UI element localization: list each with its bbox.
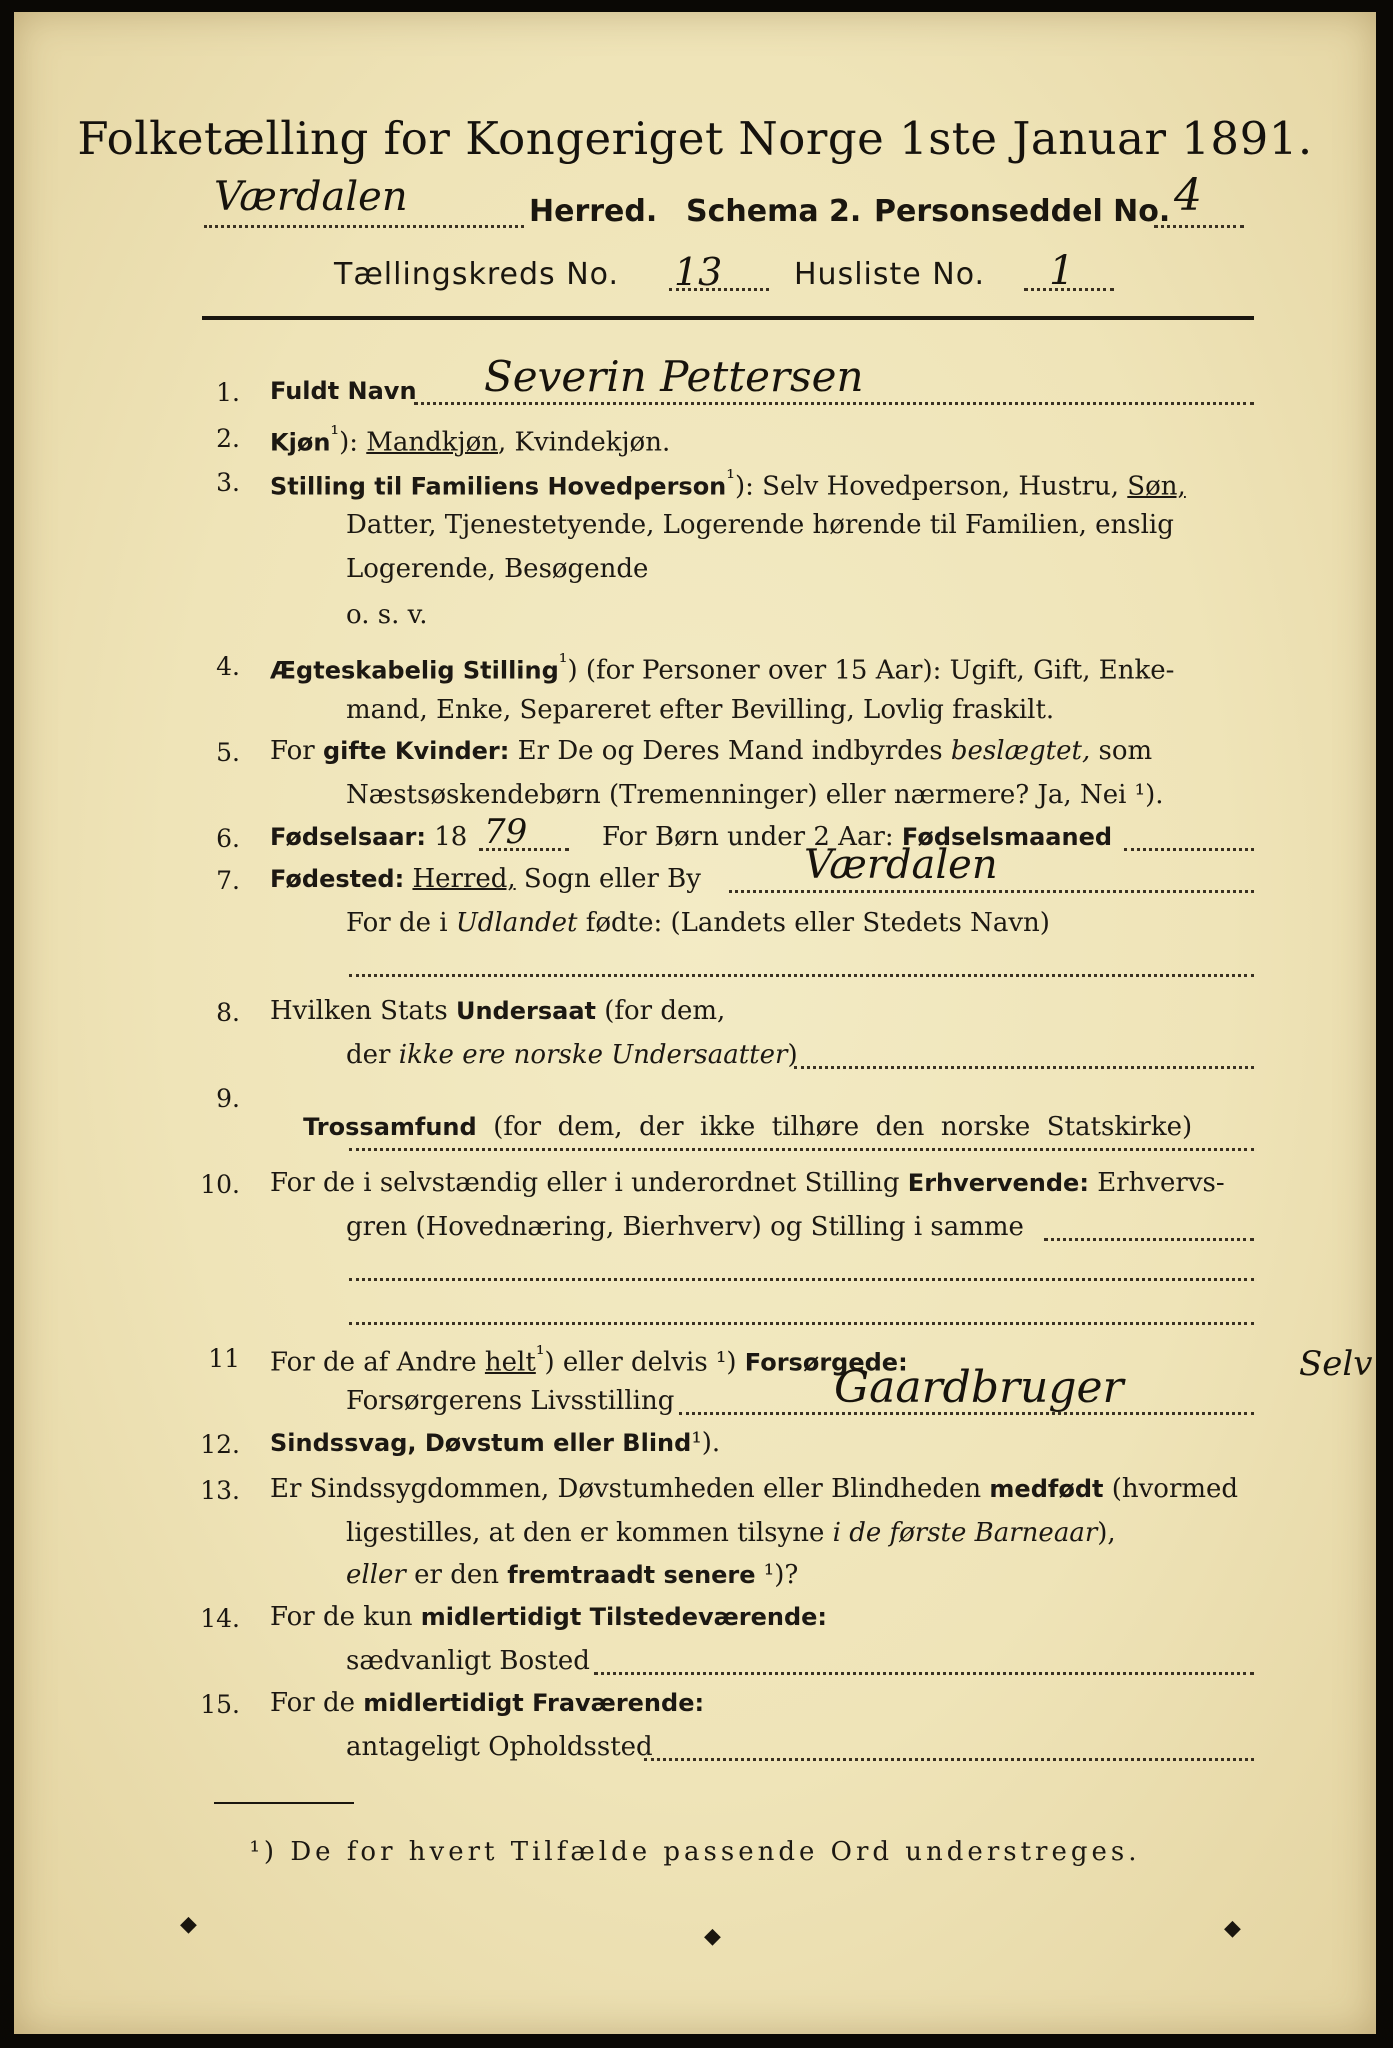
field-4-number: 4. bbox=[216, 652, 240, 681]
field-3-line-2: Datter, Tjenestetyende, Logerende hørende til Familien, enslig bbox=[346, 510, 1174, 540]
header-rule bbox=[202, 316, 1254, 320]
field-14-number: 14. bbox=[200, 1604, 240, 1633]
field-3-line-1 bbox=[270, 466, 1186, 502]
field-3-line-4: o. s. v. bbox=[346, 600, 428, 630]
field-12-suffix: ¹). bbox=[691, 1428, 721, 1458]
field-7-line-2 bbox=[346, 908, 1050, 938]
field-9-rest: (for dem, der ikke tilhøre den norske Statskirke) bbox=[476, 1112, 1193, 1142]
field-7-line-2-italic: Udlandet bbox=[455, 908, 578, 938]
field-5-line-2: Næstsøskendebørn (Tremenninger) eller nærmere? Ja, Nei ¹). bbox=[346, 780, 1164, 810]
field-6-label-row bbox=[270, 822, 467, 852]
field-4-sup: ¹ bbox=[558, 650, 568, 675]
usual-residence-dots bbox=[594, 1672, 1254, 1675]
field-9-label: Trossamfund bbox=[303, 1113, 477, 1141]
form-title: Folketælling for Kongeriget Norge 1ste Januar 1891. bbox=[77, 112, 1313, 165]
birthplace-dots bbox=[729, 890, 1254, 893]
field-10-label: Erhvervende: bbox=[907, 1169, 1089, 1197]
personseddel-dots bbox=[1154, 225, 1244, 228]
field-2-colon: ): bbox=[339, 427, 367, 458]
citizenship-dots bbox=[794, 1066, 1254, 1069]
field-12-number: 12. bbox=[200, 1430, 240, 1459]
field-15-line-1 bbox=[270, 1688, 704, 1718]
field-13-number: 13. bbox=[200, 1476, 240, 1505]
field-8-rest: (for dem, bbox=[595, 996, 726, 1026]
punch-mark-center: ◆ bbox=[704, 1924, 721, 1949]
field-6-number: 6. bbox=[216, 824, 240, 853]
field-12-label: Sindssvag, Døvstum eller Blind bbox=[270, 1429, 692, 1457]
field-4-label: Ægteskabelig Stilling bbox=[270, 656, 559, 685]
occupation-dots-2 bbox=[349, 1278, 1254, 1281]
field-10-line-2: gren (Hovednæring, Bierhverv) og Stilling i samme bbox=[346, 1212, 1024, 1242]
field-8-number: 8. bbox=[216, 998, 240, 1027]
field-8-label: Undersaat bbox=[455, 997, 596, 1025]
field-13-line-1 bbox=[270, 1474, 1238, 1504]
schema-label: Schema 2. bbox=[686, 194, 862, 229]
field-9-line-1 bbox=[270, 1082, 1192, 1172]
birth-year-value: 79 bbox=[484, 812, 528, 852]
field-8-line-1 bbox=[270, 996, 725, 1026]
herred-dots bbox=[204, 225, 524, 228]
field-13-line-3-mid: er den bbox=[405, 1560, 508, 1590]
field-1-row bbox=[270, 376, 417, 406]
field-14-label: midlertidigt Tilstedeværende: bbox=[420, 1603, 828, 1631]
field-13-line-2 bbox=[346, 1518, 1116, 1548]
field-3-line-3: Logerende, Besøgende bbox=[346, 554, 649, 584]
field-6-middle: For Børn under 2 Aar: bbox=[602, 822, 902, 852]
field-13-line-2-italic: i de første Barneaar bbox=[832, 1518, 1098, 1548]
personseddel-label: Personseddel No. bbox=[874, 194, 1171, 229]
field-11-sup: ¹ bbox=[535, 1342, 545, 1367]
field-13-line-2-end: ), bbox=[1097, 1518, 1116, 1548]
taellingskreds-label: Tællingskreds No. bbox=[334, 257, 619, 292]
field-7-line-1 bbox=[270, 864, 701, 894]
herred-label: Herred. bbox=[529, 194, 658, 229]
foreign-birthplace-dots bbox=[349, 974, 1254, 977]
field-15-label: midlertidigt Fraværende: bbox=[363, 1689, 705, 1717]
punch-mark-left: ◆ bbox=[180, 1912, 197, 1937]
field-11-line-1 bbox=[270, 1342, 908, 1378]
husliste-label: Husliste No. bbox=[794, 257, 986, 292]
field-7-options: Sogn eller By bbox=[515, 864, 701, 894]
birthplace-value: Værdalen bbox=[804, 842, 998, 888]
field-11-middle: ) eller delvis ¹) bbox=[544, 1347, 745, 1378]
field-5-end: som bbox=[1090, 736, 1153, 766]
field-10-end: Erhvervs- bbox=[1088, 1168, 1225, 1198]
field-13-end: (hvormed bbox=[1103, 1474, 1239, 1504]
field-11-number: 11 bbox=[208, 1344, 240, 1373]
field-9-number: 9. bbox=[216, 1084, 240, 1113]
field-11-line-2: Forsørgerens Livsstilling bbox=[346, 1386, 675, 1416]
field-8-line-2 bbox=[346, 1040, 798, 1070]
field-14-line-1 bbox=[270, 1602, 827, 1632]
field-14-line-2: sædvanligt Bosted bbox=[346, 1646, 590, 1676]
field-2-number: 2. bbox=[216, 424, 240, 453]
husliste-dots bbox=[1024, 288, 1114, 291]
field-13-line-3 bbox=[346, 1560, 798, 1590]
religion-dots bbox=[349, 1148, 1254, 1151]
field-5-number: 5. bbox=[216, 738, 240, 767]
taellingskreds-dots bbox=[669, 288, 769, 291]
full-name-value: Severin Pettersen bbox=[484, 352, 864, 401]
occupation-dots-1 bbox=[1044, 1238, 1254, 1241]
field-13-line-3-italic: eller bbox=[346, 1560, 406, 1590]
birthplace-type-selected: Herred, bbox=[412, 864, 516, 894]
personseddel-value: 4 bbox=[1174, 170, 1202, 221]
field-14-prefix: For de kun bbox=[270, 1602, 421, 1632]
supporter-occupation-extra: Selv bbox=[1299, 1344, 1373, 1384]
field-2-label: Kjøn bbox=[270, 428, 331, 457]
footnote-rule bbox=[214, 1802, 354, 1804]
field-2-sep: , bbox=[498, 427, 515, 458]
field-13-line-2-prefix: ligestilles, at den er kommen tilsyne bbox=[346, 1518, 833, 1548]
field-11-prefix: For de af Andre bbox=[270, 1347, 485, 1378]
field-15-number: 15. bbox=[200, 1690, 240, 1719]
field-8-line-2-prefix: der bbox=[346, 1040, 399, 1070]
field-5-text: Er De og Deres Mand indbyrdes bbox=[509, 736, 951, 766]
field-10-number: 10. bbox=[200, 1170, 240, 1199]
field-7-number: 7. bbox=[216, 866, 240, 895]
census-form bbox=[14, 12, 1376, 2034]
field-7-line-2-rest: fødte: (Landets eller Stedets Navn) bbox=[577, 908, 1050, 938]
field-10-prefix: For de i selvstændig eller i underordnet Stilling bbox=[270, 1168, 908, 1198]
field-3-options: ): Selv Hovedperson, Hustru, bbox=[734, 471, 1128, 502]
taellingskreds-value: 13 bbox=[674, 250, 723, 294]
herred-value: Værdalen bbox=[214, 174, 408, 220]
field-4-line-1 bbox=[270, 650, 1174, 686]
field-5-italic: beslægtet, bbox=[950, 736, 1091, 766]
field-11-label: Forsørgede: bbox=[744, 1348, 908, 1377]
field-1-label: Fuldt Navn bbox=[270, 377, 417, 405]
field-8-line-2-italic: ikke ere norske Undersaatter bbox=[398, 1040, 788, 1070]
field-1-dots bbox=[414, 402, 1254, 405]
footnote: ¹) De for hvert Tilfælde passende Ord understreges. bbox=[249, 1837, 1141, 1867]
field-10-line-1 bbox=[270, 1168, 1225, 1198]
husliste-value: 1 bbox=[1049, 248, 1075, 294]
field-7-line-2-prefix: For de i bbox=[346, 908, 456, 938]
field-5-line-1 bbox=[270, 736, 1152, 766]
field-13-line-3-bold: fremtraadt senere bbox=[507, 1561, 756, 1589]
birth-month-dots bbox=[1124, 848, 1254, 851]
field-2-row bbox=[270, 422, 670, 458]
gender-female-option: Kvindekjøn. bbox=[514, 427, 671, 458]
supporter-occupation-value: Gaardbruger bbox=[834, 1362, 1124, 1413]
field-13-line-3-end: ¹)? bbox=[755, 1560, 799, 1590]
field-7-label: Fødested: bbox=[270, 865, 405, 893]
field-3-sup: ¹ bbox=[726, 466, 735, 491]
punch-mark-right: ◆ bbox=[1224, 1916, 1241, 1941]
support-full-selected: helt bbox=[484, 1347, 536, 1378]
field-15-line-2: antageligt Opholdssted bbox=[346, 1732, 653, 1762]
field-2-sup: ¹ bbox=[330, 422, 340, 447]
field-6-label: Fødselsaar: bbox=[270, 823, 426, 851]
field-8-line-2-end: ) bbox=[787, 1040, 798, 1070]
field-1-number: 1. bbox=[216, 378, 240, 407]
field-5-label: gifte Kvinder: bbox=[322, 737, 510, 765]
field-8-prefix: Hvilken Stats bbox=[270, 996, 456, 1026]
field-13-label: medfødt bbox=[989, 1475, 1104, 1503]
field-3-number: 3. bbox=[216, 468, 240, 497]
field-13-prefix: Er Sindssygdommen, Døvstumheden eller Blindheden bbox=[270, 1474, 990, 1504]
gender-male-option-selected: Mandkjøn bbox=[366, 427, 498, 458]
field-4-line-2: mand, Enke, Separeret efter Bevilling, Lovlig fraskilt. bbox=[346, 695, 1055, 725]
field-12-line-1 bbox=[270, 1428, 720, 1458]
field-4-options: ) (for Personer over 15 Aar): Ugift, Gift, Enke- bbox=[567, 655, 1175, 686]
occupation-dots-3 bbox=[349, 1322, 1254, 1325]
probable-residence-dots bbox=[644, 1758, 1254, 1761]
family-position-selected: Søn, bbox=[1127, 471, 1186, 502]
field-3-label: Stilling til Familiens Hovedperson bbox=[270, 472, 727, 501]
field-15-prefix: For de bbox=[270, 1688, 364, 1718]
birth-month-label: Fødselsmaaned bbox=[901, 823, 1113, 851]
field-5-prefix: For bbox=[270, 736, 323, 766]
birth-year-prefix: 18 bbox=[434, 822, 468, 852]
birth-year-dots bbox=[479, 848, 569, 851]
